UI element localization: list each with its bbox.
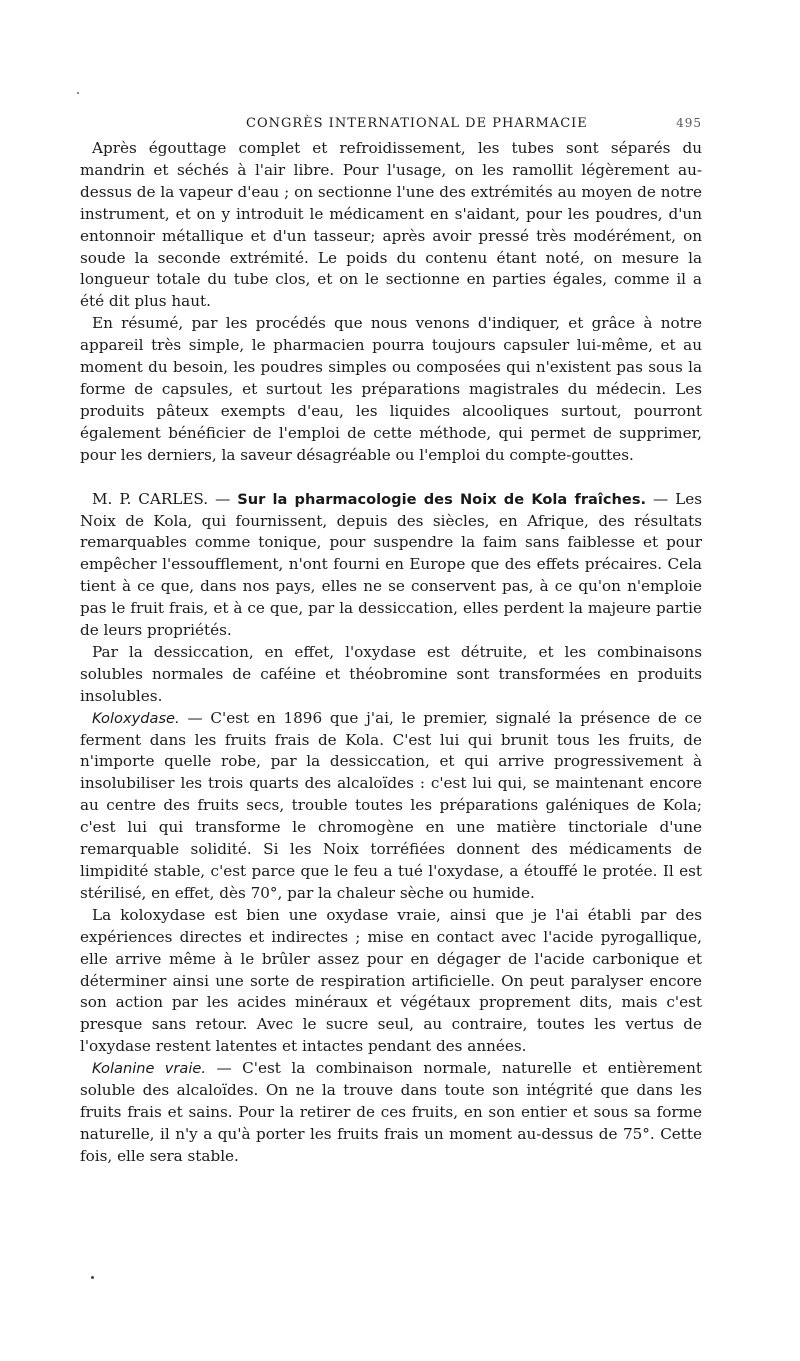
paragraph-6: La koloxydase est bien une oxydase vraie, ainsi que je l'ai établi par des expériences directes et indirectes ; mise en contact avec l'acide pyrogallique, elle arrive même à le brûler assez pour en dégager de l'acide carbonique et déterminer ainsi une sorte de respiration artificielle. On peut paralyser encore son action par les acides minéraux et végétaux proprement dits, mais c'est presque sans retour. Avec le sucre seul, au contraire, toutes les vertus de l'oxydase restent latentes et intactes pendant des années. <box>80 905 702 1056</box>
paragraph-3 <box>80 489 702 642</box>
running-title: CONGRÈS INTERNATIONAL DE PHARMACIE <box>246 116 588 131</box>
paragraph-2: En résumé, par les procédés que nous venons d'indiquer, et grâce à notre appareil très simple, le pharmacien pourra toujours capsuler lui-même, et au moment du besoin, les poudres simples ou composées qui n'existent pas sous la forme de capsules, et surtout les préparations magistrales du médecin. Les produits pâteux exempts d'eau, les liquides alcooliques surtout, pourront également bénéficier de l'emploi de cette méthode, qui permet de supprimer, pour les derniers, la saveur désagréable ou l'emploi du compte-gouttes. <box>80 314 702 464</box>
paragraph-5-text: — C'est en 1896 que j'ai, le premier, signalé la présence de ce ferment dans les fruits frais de Kola. C'est lui qui brunit tous les fruits, de n'importe quelle robe, par la dessiccation, et qui arrive progressivement à insolubiliser les trois quarts des alcaloïdes : c'est lui qui, se maintenant encore au centre des fruits secs, trouble toutes les préparations galéniques de Kola; c'est lui qui transforme le chromogène en une matière tinctoriale d'une remarquable solidité. Si les Noix torréfiées donnent des médicaments de limpidité stable, c'est parce que le feu a tué l'oxydase, a étouffé le protée. Il est stérilisé, en effet, dès 70°, par la chaleur sèche ou humide. <box>80 708 702 902</box>
paragraph-3-text: — Les Noix de Kola, qui fournissent, depuis des siècles, en Afrique, des résultats remarquables comme tonique, pour suspendre la faim sans faiblesse et pour empêcher l'essoufflement, n'ont fourni en Europe que des effets précaires. Cela tient à ce que, dans nos pays, elles ne se conservent pas, à ce qu'on n'emploie pas le fruit frais, et à ce que, par la dessiccation, elles perdent la majeure partie de leurs propriétés. <box>80 489 702 640</box>
margin-speck <box>77 92 79 94</box>
page-body <box>80 112 702 1168</box>
margin-speck <box>91 1276 94 1279</box>
paragraph-7-text: — C'est la combinaison normale, naturelle et entièrement soluble des alcaloïdes. On ne la trouve dans toute son intégrité que dans les fruits frais et sains. Pour la retirer de ces fruits, en son entier et sous sa forme naturelle, il n'y a qu'à porter les fruits frais un moment au-dessus de 75°. Cette fois, elle sera stable. <box>80 1059 702 1165</box>
running-head <box>80 112 702 138</box>
paragraph-4: Par la dessiccation, en effet, l'oxydase est détruite, et les combinaisons solubles normales de caféine et théobromine sont transformées en produits insolubles. <box>80 642 702 705</box>
page-number: 495 <box>676 116 702 130</box>
term-kolanine-vraie: Kolanine vraie. <box>92 1060 207 1078</box>
term-koloxydase: Koloxydase. <box>92 709 180 727</box>
article-title: Sur la pharmacologie des Noix de Kola fraîches. <box>237 490 647 508</box>
paragraph-5 <box>80 708 702 905</box>
article-author: M. P. CARLES. <box>92 489 209 508</box>
title-dash: — <box>208 489 238 508</box>
paragraph-7 <box>80 1058 702 1168</box>
paragraph-1: Après égouttage complet et refroidissement, les tubes sont séparés du mandrin et séchés à l'air libre. Pour l'usage, on les ramollit légèrement au-dessus de la vapeur d'eau ; on sectionne l'une des extrémités au moyen de notre instrument, et on y introduit le médicament en s'aidant, pour les poudres, d'un entonnoir métallique et d'un tasseur; après avoir pressé très modérément, on soude la seconde extrémité. Le poids du contenu étant noté, on mesure la longueur totale du tube clos, et on le sectionne en parties égales, comme il a été dit plus haut. <box>80 139 702 311</box>
section-gap <box>80 467 702 489</box>
